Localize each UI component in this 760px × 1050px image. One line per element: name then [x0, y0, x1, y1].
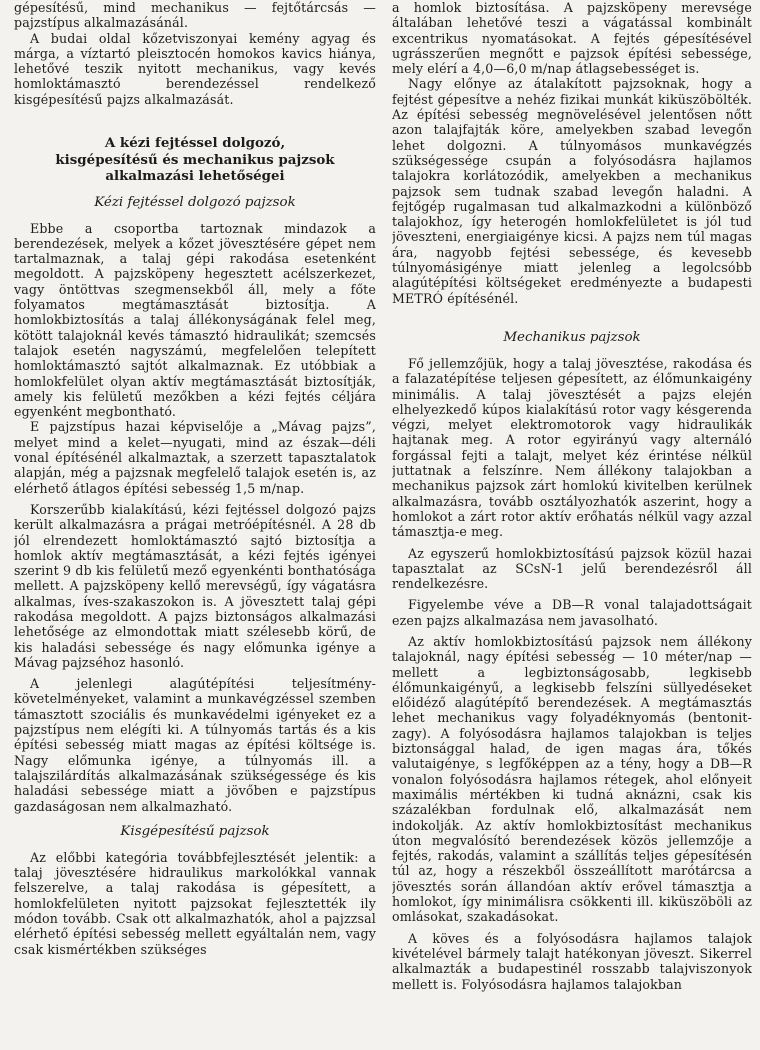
body-paragraph: Ebbe a csoportba tartoznak mindazok a berendezések, melyek a kőzet jövesztésére gépet nem tartalmaznak, a talaj gépi rakodása esetenként megoldott. A pajzsköpeny hegesztett acélszerkezet, vagy öntöttvas szegmensekből áll, mely a főte folyamatos megtámasztását biztosítja. A homlokbiztosítás a talaj állékonyságának felel meg, kötött talajoknál kevés támasztó hidraulikát; szemcsés talajok esetén nagyszámú, megfelelően telepített homloktámasztó sajtót alkalmaznak. Ez utóbbiak a homlokfelület olyan aktív megtámasztását biztosítják, amely kis felületű mezőkben a kézi fejtés céljára egyenként megbontható.	[14, 220, 376, 420]
right-column	[392, 0, 752, 1050]
body-paragraph: Az aktív homlokbiztosítású pajzsok nem állékony talajoknál, nagy építési sebesség — 10 méter/nap — mellett a legbiztonságosabb, legkisebb élőmunkaigényű, a legkisebb felszíni süllyedéseket előidéző alagútépítő berendezések. A megtámasztás lehet mechanikus vagy folyadéknyomás (bentonit-zagy). A folyósodásra hajlamos talajokban is teljes biztonsággal halad, de igen magas ára, tőkés valutaigénye, s legfőképpen az a tény, hogy a DB—R vonalon folyósodásra hajlamos rétegek, ahol előnyeit maximális mértékben ki tudná aknázni, csak kis százalékban fordulnak elő, alkalmazását nem indokolják. Az aktív homlokbiztosítást mechanikus úton megvalósító berendezések közös jellemzője a fejtés, rakodás, valamint a szállítás teljes gépesítésén túl az, hogy a részekből összeállított marótárcsa a jövesztés során állandóan aktív erővel támasztja a homlokot, így minimálisra csökkenti ill. kiküszöböli az omlásokat, szakadásokat.	[392, 633, 752, 925]
body-paragraph: Figyelembe véve a DB—R vonal talajadottságait ezen pajzs alkalmazása nem javasolható.	[392, 597, 752, 628]
intro-paragraph-continuation: gépesítésű, mind mechanikus — fejtőtárcsás — pajzstípus alkalmazásánál.	[14, 0, 376, 31]
subsection-title-manual: Kézi fejtéssel dolgozó pajzsok	[94, 194, 296, 210]
subsection-title-small-mechanised: Kisgépesítésű pajzsok	[120, 823, 270, 839]
section-title	[14, 135, 376, 185]
subsection-title-mechanical: Mechanikus pajzsok	[503, 329, 641, 345]
body-paragraph-continuation: a homlok biztosítása. A pajzsköpeny merevsége általában lehetővé teszi a vágatással kombinált excentrikus nyomatásokat. A fejtés gépesítésével ugrásszerűen megnőtt e pajzsok építési sebessége, mely elérí a 4,0—6,0 m/nap átlagsebességet is.	[392, 0, 752, 77]
body-paragraph: Korszerűbb kialakítású, kézi fejtéssel dolgozó pajzs került alkalmazásra a prágai metróépítésnél. A 28 db jól elrendezett homloktámasztó sajtó biztosítja a homlok aktív megtámasztását, a kézi fejtés igényei szerint 9 db kis felületű mező egyenkénti bonthatósága mellett. A pajzsköpeny kellő merevségű, így vágatásra alkalmas, íves-szakaszokon is. A jövesztett talaj gépi rakodása megoldott. A pajzs biztonságos alkalmazási lehetősége az elmondottak miatt szélesebb körű, de kis haladási sebessége és nagy előmunka igénye a Mávag pajzséhoz hasonló.	[14, 501, 376, 670]
body-paragraph: Fő jellemzőjük, hogy a talaj jövesztése, rakodása és a falazatépítése teljesen gépesített, az élőmunkaigény minimális. A talaj jövesztését a pajzs elején elhelyezkedő kúpos kialakítású rotor vagy késgerenda végzi, melyet elektromotorok vagy hidraulikák hajtanak meg. A rotor egyirányú vagy alternáló forgással fejti a talajt, melyet kéz érintése nélkül juttatnak a felszínre. Nem állékony talajokban a mechanikus pajzsok zárt homlokú kivitelben kerülnek alkalmazásra, tovább osztályozhatók aszerint, hogy a homlokot a zárt rotor aktív erőhatás nélkül vagy azzal támasztja-e meg.	[392, 355, 752, 540]
body-paragraph: Nagy előnye az átalakított pajzsoknak, hogy a fejtést gépesítve a nehéz fizikai munkát kiküszöbölték. Az építési sebesség megnövelésével jelentősen nőtt azon talajfajták köre, amelyekben szabad levegőn lehet dolgozni. A túlnyomásos munkavégzés szükségessége csupán a folyósodásra hajlamos talajokra korlátozódik, amelyekben a mechanikus pajzsok sem tudnak szabad levegőn haladni. A fejtőgép rugalmasan tud alkalmazkodni a különböző talajokhoz, így heterogén homlokfelületet is jól tud jöveszteni, energiaigénye kicsi. A pajzs nem túl magas ára, nagyobb fejtési sebessége, és kevesebb túlnyomásigénye miatt jelenleg a legolcsóbb alagútépítési költségeket eredményezte a budapesti METRÓ építésénél.	[392, 76, 752, 306]
body-paragraph: A köves és a folyósodásra hajlamos talajok kivételével bármely talajt hatékonyan jöveszt. Sikerrel alkalmazták a budapestinél rosszabb talajviszonyok mellett is. Folyósodásra hajlamos talajokban	[392, 930, 752, 992]
section-title-line: A kézi fejtéssel dolgozó,	[104, 135, 286, 152]
body-paragraph: Az előbbi kategória továbbfejlesztését jelentik: a talaj jövesztésére hidraulikus markolókkal vannak felszerelve, a talaj rakodása is gépesített, a homlokfelületen nyitott pajzsokat fejlesztették ily módon tovább. Csak ott alkalmazhatók, ahol a pajzzsal elérhető építési sebesség mellett egyáltalán nem, vagy csak kismértékben szükséges	[14, 849, 376, 957]
section-title-line: kisgépesítésű és mechanikus pajzsok	[55, 151, 335, 168]
body-paragraph: A jelenlegi alagútépítési teljesítmény-követelményeket, valamint a munkavégzéssel szemben támasztott szociális és munkavédelmi igényeket ez a pajzstípus nem elégíti ki. A túlnyomás tartás és a kis építési sebesség miatt magas az építési költsége is. Nagy előmunka igénye, a túlnyomás ill. a talajszilárdítás alkalmazásának szükségessége és kis haladási sebessége miatt a jövőben e pajzstípus gazdaságosan nem alkalmazható.	[14, 676, 376, 814]
left-column	[14, 0, 376, 1050]
body-paragraph: Az egyszerű homlokbiztosítású pajzsok közül hazai tapasztalat az SCsN-1 jelű berendezésről áll rendelkezésre.	[392, 545, 752, 592]
body-paragraph: E pajzstípus hazai képviselője a „Mávag pajzs”, melyet mind a kelet—nyugati, mind az észak—déli vonal építésénél alkalmaztak, a szerzett tapasztalatok alapján, még a pajzsnak megfelelő talajok esetén is, az elérhető átlagos építési sebesség 1,5 m/nap.	[14, 419, 376, 496]
intro-paragraph: A budai oldal kőzetviszonyai kemény agyag és márga, a víztartó pleisztocén homokos kavics hiánya, lehetővé teszik nyitott mechanikus, vagy kevés homloktámasztó berendezéssel rendelkező kisgépesítésű pajzs alkalmazását.	[14, 30, 376, 107]
section-title-line: alkalmazási lehetőségei	[105, 168, 285, 185]
